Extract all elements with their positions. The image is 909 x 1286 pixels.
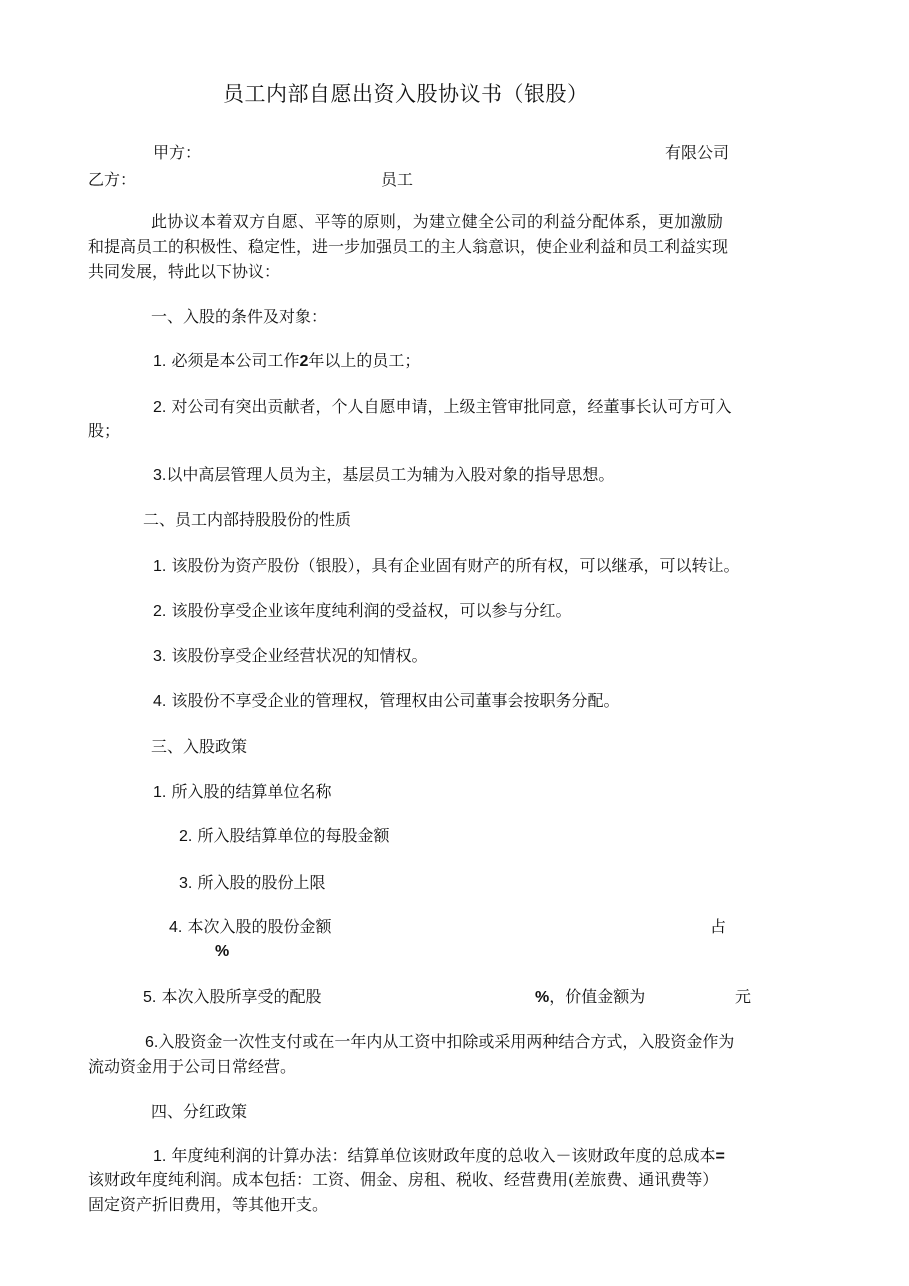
section-heading: 二、员工内部持股股份的性质 (143, 510, 352, 529)
item-number: 2. (153, 399, 167, 416)
preamble-line: 共同发展，特此以下协议： (88, 262, 281, 281)
section-heading: 三、入股政策 (151, 737, 248, 756)
item-number: 3. (179, 875, 193, 892)
item-continuation: 股； (88, 421, 121, 440)
equals-sign: = (715, 1148, 725, 1165)
item-text: 该股份为资产股份（银股），具有企业固有财产的所有权，可以继承，可以转让。 (171, 556, 740, 575)
page-title: 员工内部自愿出资入股协议书（银股） (223, 82, 589, 106)
item-number-value: 2 (299, 353, 309, 370)
item-number: 2. (179, 828, 193, 845)
bonus-share-value (535, 986, 645, 1009)
percent-sign: % (535, 989, 550, 1006)
share-ratio-label: 占 (710, 917, 727, 936)
item-number: 2. (153, 603, 167, 620)
item-text: 该股份享受企业该年度纯利润的受益权，可以参与分红。 (171, 601, 572, 620)
list-item (153, 396, 731, 419)
item-text: 所入股的股份上限 (197, 873, 326, 892)
item-number: 3. (153, 467, 167, 484)
percent-sign: % (215, 943, 230, 960)
item-text: 以中高层管理人员为主，基层员工为辅为入股对象的指导思想。 (166, 465, 615, 484)
list-item (153, 1145, 725, 1168)
item-text: 本次入股的股份金额 (187, 917, 332, 936)
currency-unit: 元 (735, 987, 752, 1006)
item-text: 该股份享受企业经营状况的知情权。 (171, 646, 428, 665)
list-item (179, 825, 389, 848)
list-item (153, 350, 420, 373)
list-item (145, 1031, 734, 1054)
list-item (143, 986, 321, 1009)
item-text: 必须是本公司工作 (171, 351, 300, 370)
list-item (153, 690, 619, 713)
preamble-line: 和提高员工的积极性、稳定性，进一步加强员工的主人翁意识，使企业利益和员工利益实现 (88, 237, 729, 256)
item-number: 6. (145, 1034, 159, 1051)
item-number: 1. (153, 558, 167, 575)
list-item (153, 600, 571, 623)
party-b-suffix: 员工 (381, 170, 414, 189)
item-number: 1. (153, 353, 167, 370)
item-continuation: 该财政年度纯利润。成本包括：工资、佣金、房租、税收、经营费用(差旅费、通讯费等） (88, 1170, 719, 1189)
list-item (153, 464, 614, 487)
item-text: 该股份不享受企业的管理权，管理权由公司董事会按职务分配。 (171, 691, 620, 710)
item-number: 3. (153, 648, 167, 665)
party-a-label: 甲方： (153, 143, 202, 162)
party-b-label: 乙方： (88, 170, 137, 189)
item-text-tail: 年以上的员工； (308, 351, 421, 370)
list-item (153, 555, 739, 578)
preamble-line: 此协议本着双方自愿、平等的原则，为建立健全公司的利益分配体系，更加激励 (151, 212, 724, 231)
list-item (153, 781, 331, 804)
item-text: 入股资金一次性支付或在一年内从工资中扣除或采用两种结合方式，入股资金作为 (158, 1032, 735, 1051)
item-continuation: 流动资金用于公司日常经营。 (88, 1057, 297, 1076)
item-number: 4. (169, 919, 183, 936)
list-item (179, 872, 325, 895)
item-text: 对公司有突出贡献者，个人自愿申请，上级主管审批同意，经董事长认可方可入 (171, 397, 732, 416)
item-number: 4. (153, 693, 167, 710)
party-a-suffix: 有限公司 (665, 143, 730, 162)
item-text: 年度纯利润的计算办法：结算单位该财政年度的总收入－该财政年度的总成本 (171, 1146, 716, 1165)
item-number: 1. (153, 784, 167, 801)
item-text: 所入股的结算单位名称 (171, 782, 332, 801)
item-number: 5. (143, 989, 157, 1006)
list-item (169, 916, 331, 939)
item-text: 本次入股所享受的配股 (161, 987, 322, 1006)
list-item (153, 645, 427, 668)
section-heading: 四、分红政策 (151, 1102, 248, 1121)
value-amount-label: ，价值金额为 (549, 987, 646, 1006)
item-continuation: 固定资产折旧费用，等其他开支。 (88, 1195, 329, 1214)
item-number: 1. (153, 1148, 167, 1165)
item-text: 所入股结算单位的每股金额 (197, 826, 390, 845)
section-heading: 一、入股的条件及对象： (151, 307, 328, 326)
